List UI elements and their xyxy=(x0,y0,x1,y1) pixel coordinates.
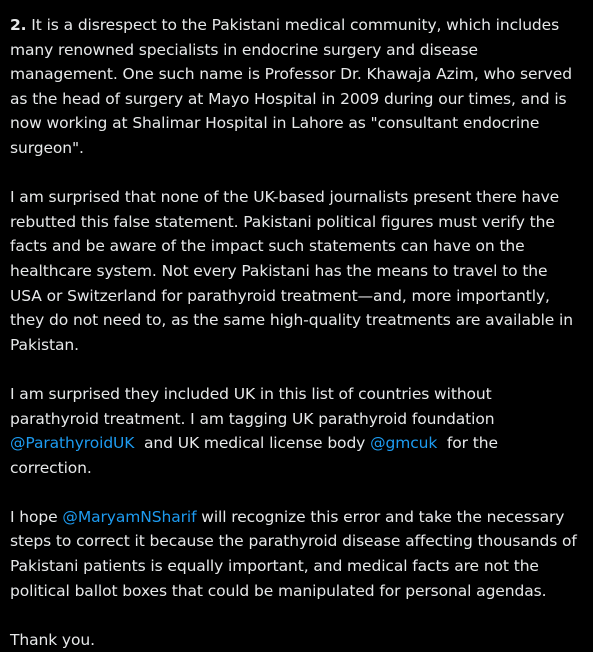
paragraph-text: will recognize this error and take the necessary steps to correct it because the parathyroid disease affecting thousands of Pakistani patients is equally important, and medical facts are not the political ballot boxes that could be manipulated for personal agendas. xyxy=(10,507,577,600)
mention-parathyroiduk-link[interactable]: @ParathyroidUK xyxy=(10,434,135,453)
paragraph-text: and UK medical license body xyxy=(134,434,371,453)
paragraph-text: Thank you. xyxy=(10,630,95,649)
paragraph-tagging xyxy=(10,382,583,480)
paragraph-thanks xyxy=(10,628,583,652)
paragraph-hope xyxy=(10,505,583,603)
paragraph-text: I hope xyxy=(10,507,63,526)
paragraph-text: I am surprised they included UK in this list of countries without parathyroid treatment. I am tagging UK parathyroid foundation xyxy=(10,384,495,428)
paragraph-text: I am surprised that none of the UK-based journalists present there have rebutted this false statement. Pakistani political figures must verify the facts and be aware of the impact such statements can have on the healthcare system. Not every Pakistani has the means to travel to the USA or Switzerland for parathyroid treatment—and, more importantly, they do not need to, as the same high-quality treatments are available in Pakistan. xyxy=(10,188,573,354)
paragraph-journalists xyxy=(10,185,583,357)
mention-maryamnsharif-link[interactable]: @MaryamNSharif xyxy=(62,507,197,526)
paragraph-text: for the correction. xyxy=(10,434,503,477)
paragraph-disrespect xyxy=(10,13,583,161)
mention-gmcuk-link[interactable]: @gmcuk xyxy=(370,434,438,453)
paragraph-text: It is a disrespect to the Pakistani medical community, which includes many renowned specialists in endocrine surgery and disease management. One such name is Professor Dr. Khawaja Azim, who served as the head of surgery at Mayo Hospital in 2009 during our times, and is now working at Shalimar Hospital in Lahore as "consultant endocrine surgeon". xyxy=(10,16,572,157)
point-number: 2. xyxy=(10,16,27,34)
